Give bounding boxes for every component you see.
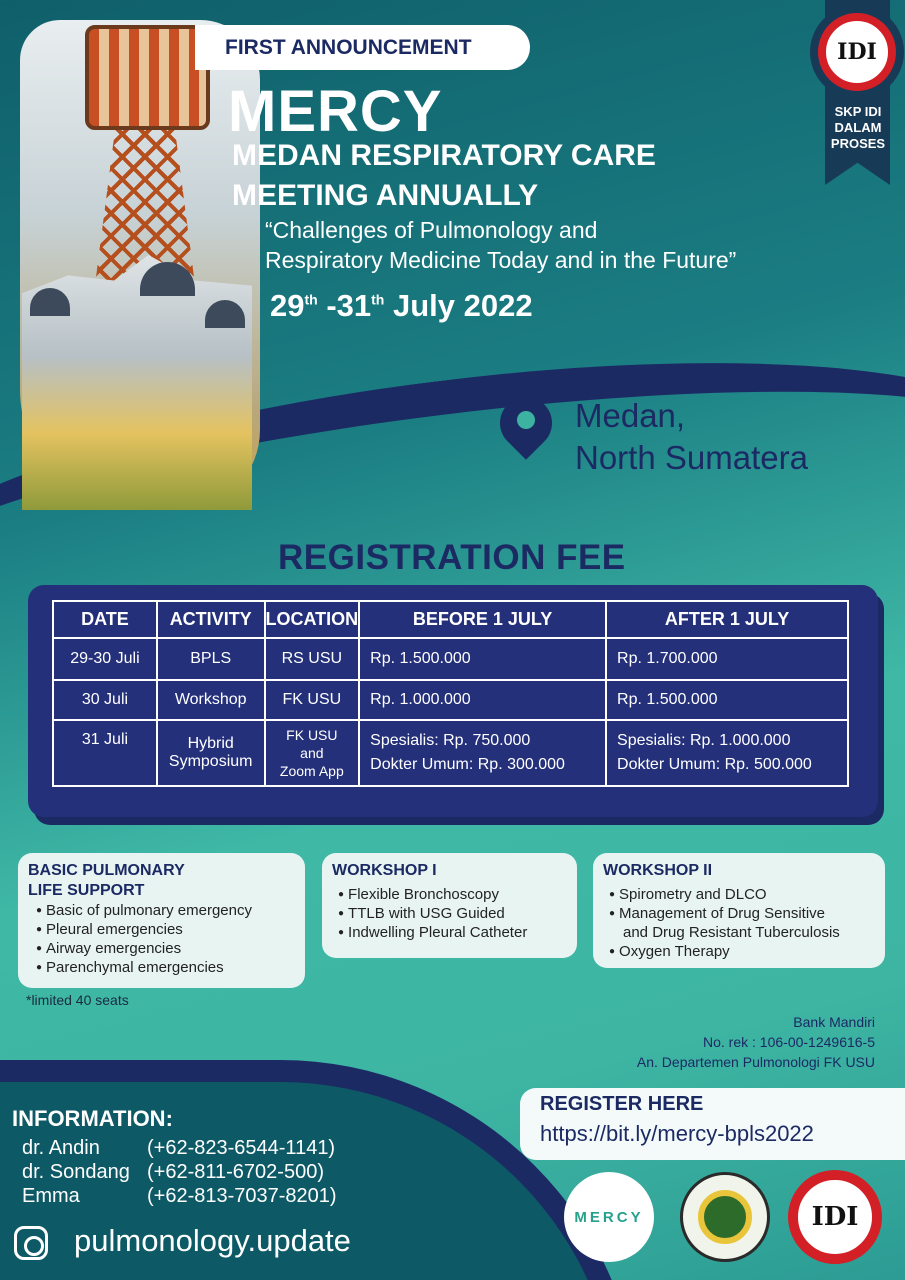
date-day-end: -31: [317, 288, 372, 323]
location-line: FK USU: [286, 727, 338, 743]
card-list: [338, 885, 567, 942]
event-date: [270, 288, 533, 324]
list-item: ● Indwelling Pleural Catheter: [338, 923, 567, 942]
list-item: ● Basic of pulmonary emergency: [36, 901, 295, 920]
activity-line: Hybrid: [187, 735, 234, 752]
location-cell: FK USU: [265, 680, 360, 720]
fee-line: Spesialis: Rp. 1.000.000: [617, 732, 791, 749]
registration-title: REGISTRATION FEE: [278, 538, 626, 577]
before-fee-cell: Rp. 1.500.000: [359, 638, 606, 680]
subtitle-line: MEDAN RESPIRATORY CARE: [232, 139, 656, 172]
skp-status-line: PROSES: [830, 136, 886, 151]
theme-line: Respiratory Medicine Today and in the Future”: [265, 247, 737, 273]
list-item: ● Spirometry and DLCO: [609, 885, 875, 904]
list-item: ● Airway emergencies: [36, 939, 295, 958]
card-title: BASIC PULMONARY: [28, 862, 185, 879]
contact-phone[interactable]: (+62-811-6702-500): [147, 1161, 324, 1183]
mercy-logo: MERCY: [564, 1172, 654, 1262]
location-region: North Sumatera: [575, 439, 808, 476]
location-cell: RS USU: [265, 638, 360, 680]
list-item: ● Oxygen Therapy: [609, 942, 875, 961]
date-cell: 31 Juli: [53, 720, 157, 786]
list-item: ● Pleural emergencies: [36, 920, 295, 939]
skp-status: [826, 104, 890, 152]
activity-line: Symposium: [168, 753, 253, 770]
date-cell: 29-30 Juli: [53, 638, 157, 680]
theme-line: “Challenges of Pulmonology and: [265, 217, 598, 243]
list-item: ● Management of Drug Sensitive: [609, 904, 875, 923]
card-title: WORKSHOP II: [603, 862, 713, 879]
card-list: [36, 901, 295, 977]
fee-table: [52, 600, 849, 787]
register-link[interactable]: https://bit.ly/mercy-bpls2022: [540, 1121, 814, 1146]
date-suffix: th: [304, 291, 318, 308]
announcement-banner: FIRST ANNOUNCEMENT: [195, 25, 530, 70]
card-list: [609, 885, 875, 961]
event-location: [575, 395, 808, 479]
after-fee-cell: [606, 720, 848, 786]
table-row: [53, 680, 848, 720]
workshop1-card: [322, 853, 577, 958]
instagram-icon: [14, 1226, 48, 1260]
contact-list: [22, 1136, 337, 1208]
map-pin-hole: [517, 411, 535, 429]
before-fee-cell: [359, 720, 606, 786]
seat-limit-note: *limited 40 seats: [26, 992, 129, 1008]
fee-line: Dokter Umum: Rp. 300.000: [370, 756, 565, 773]
bank-holder: An. Departemen Pulmonologi FK USU: [636, 1054, 875, 1070]
bpls-card: [18, 853, 305, 988]
event-title: MERCY: [228, 79, 443, 144]
column-header: LOCATION: [265, 601, 360, 638]
register-label: REGISTER HERE: [540, 1093, 704, 1115]
after-fee-cell: Rp. 1.700.000: [606, 638, 848, 680]
event-theme: [265, 215, 736, 275]
after-fee-cell: Rp. 1.500.000: [606, 680, 848, 720]
subtitle-line: MEETING ANNUALLY: [232, 179, 539, 212]
event-subtitle: [232, 136, 656, 216]
skp-status-line: DALAM: [834, 120, 882, 135]
list-item: and Drug Resistant Tuberculosis: [623, 924, 840, 941]
location-cell: [265, 720, 360, 786]
list-item: ● Flexible Bronchoscopy: [338, 885, 567, 904]
fee-line: Spesialis: Rp. 750.000: [370, 732, 531, 749]
register-box: [520, 1088, 905, 1160]
idi-logo: IDI: [788, 1170, 882, 1264]
contact-phone[interactable]: (+62-823-6544-1141): [147, 1137, 336, 1159]
column-header: BEFORE 1 JULY: [359, 601, 606, 638]
table-row: [53, 638, 848, 680]
card-title: WORKSHOP I: [332, 862, 437, 879]
contact-name: Emma: [22, 1185, 80, 1207]
water-tower-tank: [85, 25, 210, 130]
fee-line: Dokter Umum: Rp. 500.000: [617, 756, 812, 773]
list-item: ● Parenchymal emergencies: [36, 958, 295, 977]
table-header-row: [53, 601, 848, 638]
contact-phone[interactable]: (+62-813-7037-8201): [147, 1185, 337, 1207]
faculty-logo: [680, 1172, 770, 1262]
date-suffix: th: [371, 291, 385, 308]
contact-row: [22, 1160, 337, 1184]
date-cell: 30 Juli: [53, 680, 157, 720]
workshop2-card: [593, 853, 885, 968]
column-header: AFTER 1 JULY: [606, 601, 848, 638]
date-day-start: 29: [270, 288, 305, 323]
contact-name: dr. Sondang: [22, 1161, 130, 1183]
location-line: and: [300, 745, 324, 761]
contact-row: [22, 1136, 337, 1160]
bank-info: [637, 1012, 875, 1072]
instagram-handle[interactable]: pulmonology.update: [74, 1223, 351, 1258]
bank-account: No. rek : 106-00-1249616-5: [703, 1034, 875, 1050]
activity-cell: Workshop: [157, 680, 265, 720]
before-fee-cell: Rp. 1.000.000: [359, 680, 606, 720]
column-header: DATE: [53, 601, 157, 638]
date-month-year: July 2022: [384, 288, 533, 323]
info-title: INFORMATION:: [12, 1106, 173, 1131]
card-title: LIFE SUPPORT: [28, 882, 145, 899]
activity-cell: [157, 720, 265, 786]
activity-cell: BPLS: [157, 638, 265, 680]
column-header: ACTIVITY: [157, 601, 265, 638]
skp-status-line: SKP IDI: [834, 104, 882, 119]
faculty-emblem: [698, 1190, 752, 1244]
contact-name: dr. Andin: [22, 1137, 100, 1159]
contact-row: [22, 1184, 337, 1208]
location-line: Zoom App: [279, 763, 344, 779]
bank-name: Bank Mandiri: [793, 1014, 875, 1030]
location-city: Medan,: [575, 397, 686, 434]
list-item: ● TTLB with USG Guided: [338, 904, 567, 923]
table-row: [53, 720, 848, 786]
idi-logo: IDI: [818, 13, 896, 91]
